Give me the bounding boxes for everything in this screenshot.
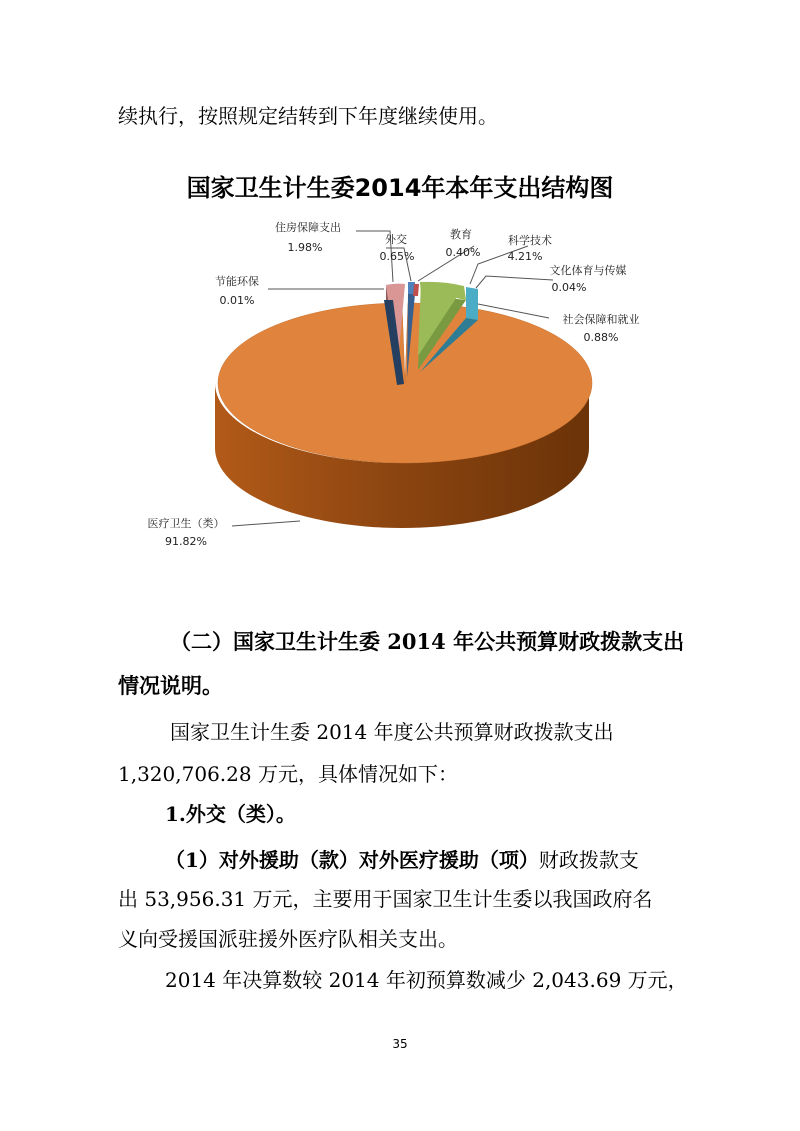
sub-heading: 1.外交（类）。 [165, 802, 296, 826]
text-line-continuation: 续执行，按照规定结转到下年度继续使用。 [118, 104, 498, 128]
slice-label-social-security: 社会保障和就业 [562, 313, 640, 326]
slice-value-science: 4.21% [507, 250, 543, 263]
slice-value-housing: 1.98% [287, 241, 323, 254]
slice-label-education: 教育 [450, 228, 472, 241]
slice-label-science: 科学技术 [508, 234, 552, 247]
paragraph-2-bold: （1）对外援助（款）对外医疗援助（项） [165, 848, 539, 872]
section-heading: （二）国家卫生计生委 2014 年公共预算财政拨款支出 [170, 629, 685, 654]
slice-value-social-security: 0.88% [583, 331, 619, 344]
slice-label-diplomacy: 外交 [385, 233, 407, 246]
slice-value-energy: 0.01% [219, 294, 255, 307]
paragraph-2-line1 [165, 846, 680, 874]
paragraph-1-line2: 1,320,706.28 万元，具体情况如下： [118, 762, 458, 786]
slice-label-culture: 文化体育与传媒 [549, 264, 627, 277]
chart-title: 国家卫生计生委2014年本年支出结构图 [186, 174, 614, 202]
slice-value-diplomacy: 0.65% [379, 250, 415, 263]
paragraph-3-line1: 2014 年决算数较 2014 年初预算数减少 2,043.69 万元， [165, 968, 688, 992]
paragraph-1-line1: 国家卫生计生委 2014 年度公共预算财政拨款支出 [170, 720, 614, 744]
slice-label-medical: 医疗卫生（类） [147, 517, 225, 530]
section-heading-line2: 情况说明。 [118, 673, 223, 698]
slice-label-housing: 住房保障支出 [275, 221, 341, 234]
page-number: 35 [392, 1037, 408, 1051]
slice-value-education: 0.40% [445, 246, 481, 259]
paragraph-2-line1-rest: 财政拨款支 [538, 848, 639, 872]
pie-slice-education [413, 284, 419, 296]
paragraph-2-line2: 出 53,956.31 万元，主要用于国家卫生计生委以我国政府名 [118, 887, 653, 911]
paragraph-2-line3: 义向受援国派驻援外医疗队相关支出。 [118, 927, 458, 951]
slice-value-medical: 91.82% [165, 535, 207, 548]
slice-value-culture: 0.04% [551, 281, 587, 294]
pie-slice-medical [218, 303, 592, 463]
slice-label-energy: 节能环保 [215, 275, 259, 288]
